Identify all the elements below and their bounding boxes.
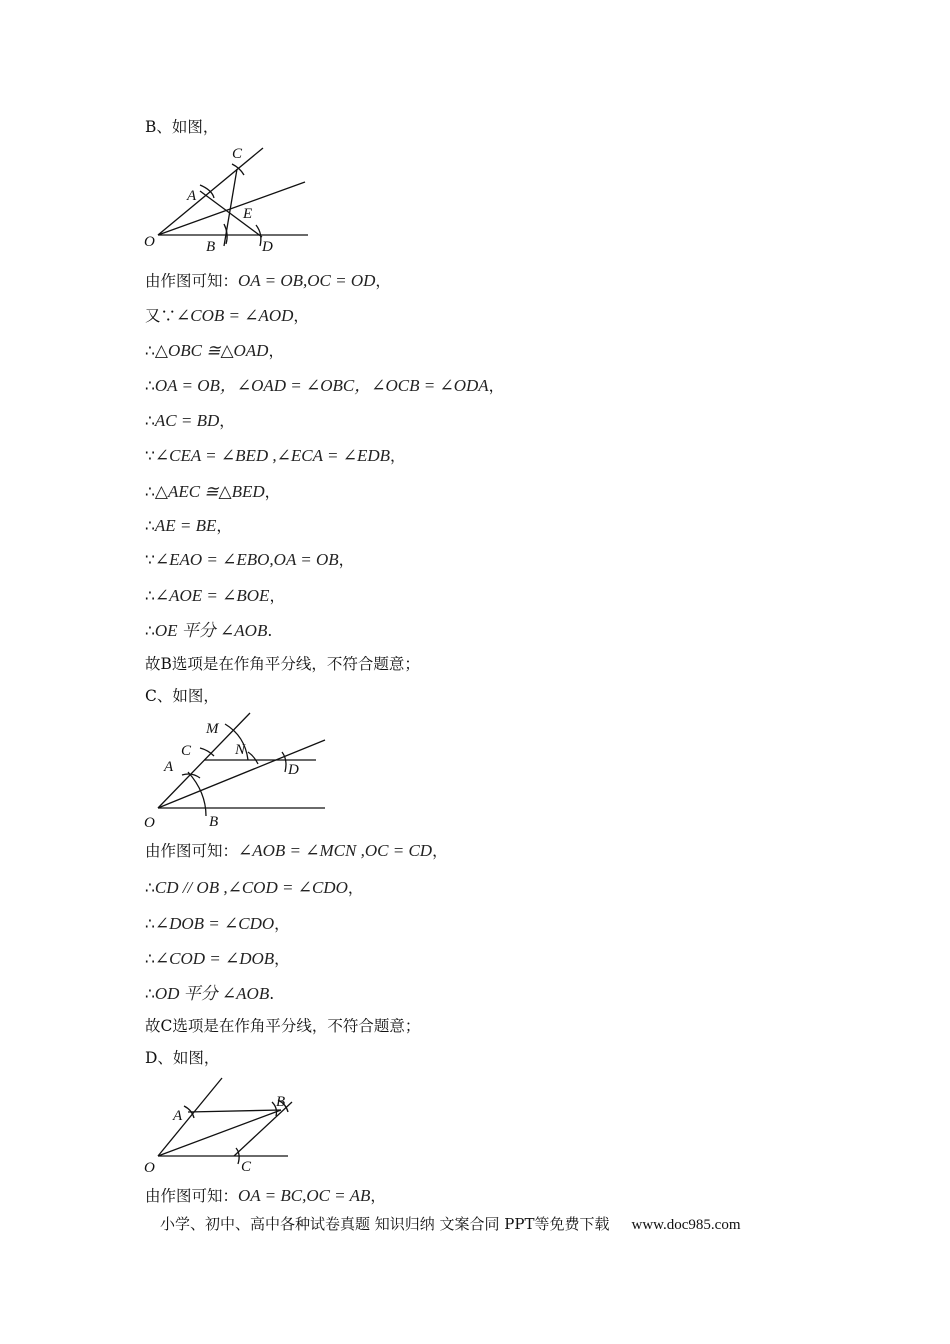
page-footer <box>160 1214 741 1235</box>
label-b: B <box>206 239 216 255</box>
label-o: O <box>144 815 155 831</box>
label-o: O <box>144 1160 155 1176</box>
label-d: D <box>288 762 299 778</box>
c-line-1: ∴CD // OB ,∠COD = ∠CDO， <box>145 878 364 897</box>
c-line-0: 由作图可知：∠AOB = ∠MCN ,OC = CD， <box>145 841 448 860</box>
label-c: C <box>241 1159 252 1175</box>
label-a: A <box>164 759 174 775</box>
b-line-3: ∴OA = OB，∠OAD = ∠OBC，∠OCB = ∠ODA， <box>145 376 505 395</box>
label-a: A <box>173 1108 183 1124</box>
b-line-6: ∴△AEC ≅△BED， <box>145 482 281 501</box>
b-line-7: ∴AE = BE， <box>145 516 232 535</box>
d-line-0: 由作图可知：OA = BC,OC = AB， <box>145 1186 386 1205</box>
label-n: N <box>235 742 246 758</box>
c-line-2: ∴∠DOB = ∠CDO， <box>145 914 290 933</box>
figure-c <box>140 708 335 832</box>
b-line-1: 又∵∠COB = ∠AOD， <box>145 306 309 325</box>
section-d-header: D、如图， <box>145 1049 220 1067</box>
b-line-5: ∵∠CEA = ∠BED ,∠ECA = ∠EDB， <box>145 446 406 465</box>
label-b: B <box>209 814 219 830</box>
label-o: O <box>144 234 155 250</box>
figure-b <box>140 142 320 258</box>
section-c-header: C、如图， <box>145 687 219 705</box>
b-line-2: ∴△OBC ≅△OAD， <box>145 341 284 360</box>
label-b: B <box>276 1094 286 1110</box>
b-line-9: ∴∠AOE = ∠BOE， <box>145 586 285 605</box>
c-line-3: ∴∠COD = ∠DOB， <box>145 949 290 968</box>
label-m: M <box>206 721 219 737</box>
label-e: E <box>243 206 253 222</box>
section-b-header: B、如图， <box>145 118 219 136</box>
b-line-8: ∵∠EAO = ∠EBO,OA = OB， <box>145 550 355 569</box>
c-line-4: ∴OD 平分 ∠AOB. <box>145 984 275 1003</box>
figure-d <box>140 1072 310 1178</box>
label-d: D <box>262 239 273 255</box>
b-line-10: ∴OE 平分 ∠AOB. <box>145 621 273 640</box>
section-c-conclusion: 故C选项是在作角平分线，不符合题意； <box>145 1017 421 1035</box>
section-b-conclusion: 故B选项是在作角平分线，不符合题意； <box>145 655 420 673</box>
label-a: A <box>187 188 197 204</box>
label-c: C <box>181 743 192 759</box>
b-line-0: 由作图可知：OA = OB,OC = OD， <box>145 271 391 290</box>
footer-url[interactable]: www.doc985.com <box>631 1217 741 1233</box>
label-c: C <box>232 146 243 162</box>
b-line-4: ∴AC = BD， <box>145 411 235 430</box>
footer-text: 小学、初中、高中各种试卷真题 知识归纳 文案合同 PPT等免费下载 <box>160 1215 610 1233</box>
